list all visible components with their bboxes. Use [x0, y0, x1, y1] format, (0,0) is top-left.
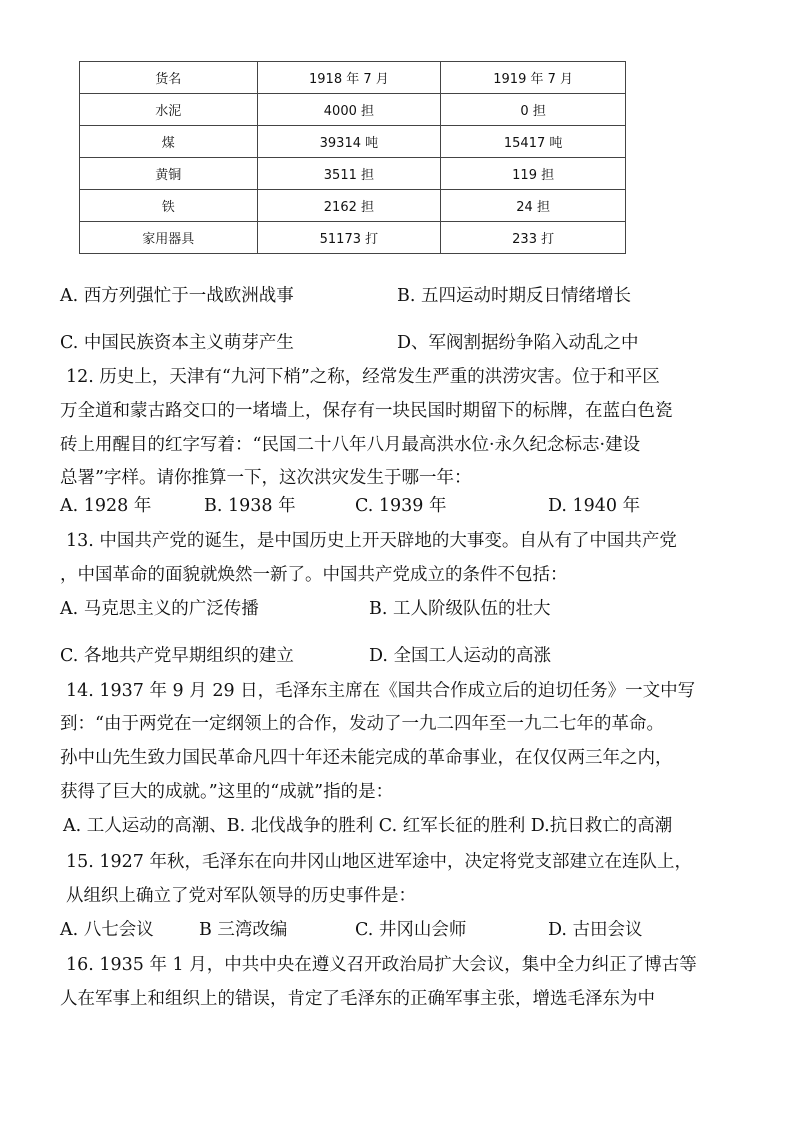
q16-text-line: 16. 1935 年 1 月，中共中央在遵义召开政治局扩大会议，集中全力纠正了博古等: [66, 955, 697, 975]
table-header-row: [80, 62, 626, 94]
q12-text-line: 万全道和蒙古路交口的一堵墙上，保存有一块民国时期留下的标牌，在蓝白色瓷: [60, 401, 673, 421]
q11-option-c: C. 中国民族资本主义萌芽产生: [60, 333, 294, 353]
q13-text-line: ，中国革命的面貌就焕然一新了。中国共产党成立的条件不包括：: [60, 565, 568, 585]
table-header-cell: 1918 年 7 月: [257, 62, 441, 94]
q12-option-c: C. 1939 年: [355, 496, 447, 516]
table-cell: 119 担: [441, 158, 626, 190]
q13-option-c: C. 各地共产党早期组织的建立: [60, 646, 294, 666]
table-cell: 4000 担: [257, 94, 441, 126]
q15-option-a: A. 八七会议: [60, 920, 154, 940]
q14-text-line: 到：“由于两党在一定纲领上的合作，发动了一九二四年至一九二七年的革命。: [60, 714, 664, 734]
goods-import-table: [79, 61, 626, 254]
q11-option-b: B. 五四运动时期反日情绪增长: [397, 286, 631, 306]
q11-option-d: D、军阀割据纷争陷入动乱之中: [397, 333, 639, 353]
q12-text-line: 12. 历史上，天津有“九河下梢”之称，经常发生严重的洪涝灾害。位于和平区: [66, 367, 660, 387]
table-cell: 3511 担: [257, 158, 441, 190]
table-cell: 铁: [80, 190, 258, 222]
q15-text-line: 从组织上确立了党对军队领导的历史事件是：: [66, 886, 416, 906]
q12-text-line: 砖上用醒目的红字写着：“民国二十八年八月最高洪水位·永久纪念标志·建设: [60, 435, 641, 455]
q12-text-line: 总署”字样。请你推算一下，这次洪灾发生于哪一年：: [60, 468, 472, 488]
table-row: [80, 190, 626, 222]
q14-text-line: 14. 1937 年 9 月 29 日，毛泽东主席在《国共合作成立后的迫切任务》一文中写: [66, 681, 696, 701]
q13-option-b: B. 工人阶级队伍的壮大: [369, 599, 551, 619]
q14-options-line: A. 工人运动的高潮、B. 北伐战争的胜利 C. 红军长征的胜利 D.抗日救亡的高潮: [63, 816, 673, 836]
table-cell: 黄铜: [80, 158, 258, 190]
table-cell: 2162 担: [257, 190, 441, 222]
table-header-cell: 货名: [80, 62, 258, 94]
table-cell: 51173 打: [257, 222, 441, 254]
q15-option-c: C. 井冈山会师: [355, 920, 467, 940]
table-row: [80, 222, 626, 254]
table-cell: 15417 吨: [441, 126, 626, 158]
table-header-cell: 1919 年 7 月: [441, 62, 626, 94]
table-row: [80, 126, 626, 158]
q14-text-line: 孙中山先生致力国民革命凡四十年还未能完成的革命事业，在仅仅两三年之内，: [60, 748, 673, 768]
q13-option-a: A. 马克思主义的广泛传播: [60, 599, 259, 619]
q15-option-d: D. 古田会议: [548, 920, 643, 940]
table-cell: 煤: [80, 126, 258, 158]
q12-option-d: D. 1940 年: [548, 496, 641, 516]
table-row: [80, 158, 626, 190]
q15-option-b: B 三湾改编: [199, 920, 288, 940]
q12-option-b: B. 1938 年: [204, 496, 296, 516]
q15-text-line: 15. 1927 年秋，毛泽东在向井冈山地区进军途中，决定将党支部建立在连队上，: [66, 852, 692, 872]
q16-text-line: 人在军事上和组织上的错误，肯定了毛泽东的正确军事主张，增选毛泽东为中: [60, 989, 655, 1009]
table-cell: 24 担: [441, 190, 626, 222]
q13-text-line: 13. 中国共产党的诞生，是中国历史上开天辟地的大事变。自从有了中国共产党: [66, 531, 677, 551]
q12-option-a: A. 1928 年: [60, 496, 152, 516]
table-cell: 233 打: [441, 222, 626, 254]
table-cell: 家用器具: [80, 222, 258, 254]
q13-option-d: D. 全国工人运动的高涨: [369, 646, 552, 666]
table-cell: 水泥: [80, 94, 258, 126]
table-cell: 39314 吨: [257, 126, 441, 158]
table-cell: 0 担: [441, 94, 626, 126]
table-row: [80, 94, 626, 126]
q11-option-a: A. 西方列强忙于一战欧洲战事: [60, 286, 294, 306]
q14-text-line: 获得了巨大的成就。”这里的“成就”指的是：: [60, 782, 394, 802]
